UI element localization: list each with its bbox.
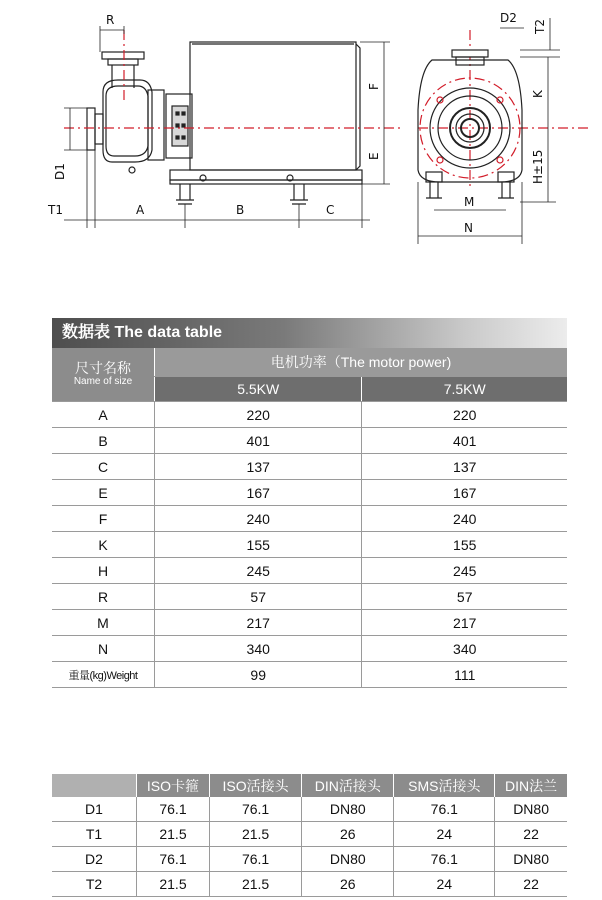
label-M: M xyxy=(464,195,475,209)
row-value-1: 99 xyxy=(155,662,362,688)
row-value-1: 217 xyxy=(155,610,362,636)
table-row xyxy=(52,797,567,822)
row-value-1: 340 xyxy=(155,636,362,662)
cell: 21.5 xyxy=(209,822,301,847)
table-row xyxy=(52,506,567,532)
row-name: D1 xyxy=(52,797,137,822)
row-value-2: 155 xyxy=(362,532,567,558)
table-row xyxy=(52,872,567,897)
label-D1: D1 xyxy=(53,163,67,180)
side-view xyxy=(87,42,362,204)
connection-header-1: ISO卡箍 xyxy=(137,774,210,797)
cell: DN80 xyxy=(302,797,394,822)
table-row xyxy=(52,610,567,636)
label-T2: T2 xyxy=(533,19,547,34)
cell: 21.5 xyxy=(137,822,210,847)
row-name: K xyxy=(52,532,155,558)
cell: 26 xyxy=(302,872,394,897)
row-name: T1 xyxy=(52,822,137,847)
power-col-2: 7.5KW xyxy=(362,377,567,402)
connection-header-blank xyxy=(52,774,137,797)
cell: 24 xyxy=(394,822,495,847)
row-name: H xyxy=(52,558,155,584)
data-table-title-en: The data table xyxy=(114,324,223,341)
row-value-2: 57 xyxy=(362,584,567,610)
cell: 21.5 xyxy=(209,872,301,897)
row-value-1: 57 xyxy=(155,584,362,610)
label-K: K xyxy=(531,90,545,98)
table-row xyxy=(52,454,567,480)
connection-header-5: DIN法兰 xyxy=(495,774,567,797)
row-value-1: 155 xyxy=(155,532,362,558)
row-value-1: 220 xyxy=(155,402,362,428)
table-row xyxy=(52,532,567,558)
cell: DN80 xyxy=(302,847,394,872)
row-value-2: 240 xyxy=(362,506,567,532)
cell: 76.1 xyxy=(137,847,210,872)
table-row xyxy=(52,847,567,872)
label-D2: D2 xyxy=(500,11,517,25)
cell: 76.1 xyxy=(394,847,495,872)
table-row xyxy=(52,428,567,454)
table-row xyxy=(52,558,567,584)
row-name: R xyxy=(52,584,155,610)
table-row xyxy=(52,822,567,847)
row-value-1: 245 xyxy=(155,558,362,584)
data-table xyxy=(52,348,567,688)
cell: 76.1 xyxy=(137,797,210,822)
row-value-2: 245 xyxy=(362,558,567,584)
row-name: 重量(kg)Weight xyxy=(52,662,155,688)
connection-table xyxy=(52,774,567,897)
name-of-size-en: Name of size xyxy=(73,375,133,387)
cell: 22 xyxy=(495,872,567,897)
row-value-1: 240 xyxy=(155,506,362,532)
cell: 24 xyxy=(394,872,495,897)
motor-power-header: 电机功率（The motor power) xyxy=(155,348,568,377)
row-name: T2 xyxy=(52,872,137,897)
data-table-title-cn: 数据表 xyxy=(62,324,111,341)
row-name: A xyxy=(52,402,155,428)
table-row xyxy=(52,402,567,428)
cell: DN80 xyxy=(495,797,567,822)
cell: DN80 xyxy=(495,847,567,872)
power-col-1: 5.5KW xyxy=(155,377,362,402)
cell: 21.5 xyxy=(137,872,210,897)
row-value-1: 167 xyxy=(155,480,362,506)
row-value-2: 111 xyxy=(362,662,567,688)
label-A: A xyxy=(136,203,145,217)
label-F: F xyxy=(367,83,381,90)
connection-header-3: DIN活接头 xyxy=(302,774,394,797)
connection-header-4: SMS活接头 xyxy=(394,774,495,797)
label-B: B xyxy=(236,203,245,217)
pump-dimension-drawing xyxy=(0,0,602,300)
row-name: E xyxy=(52,480,155,506)
cell: 76.1 xyxy=(394,797,495,822)
row-name: F xyxy=(52,506,155,532)
label-H: H±15 xyxy=(531,149,545,184)
row-value-1: 401 xyxy=(155,428,362,454)
cell: 76.1 xyxy=(209,847,301,872)
row-value-2: 340 xyxy=(362,636,567,662)
table-row xyxy=(52,636,567,662)
row-name: M xyxy=(52,610,155,636)
name-of-size-header xyxy=(52,348,155,402)
row-value-1: 137 xyxy=(155,454,362,480)
label-T1: T1 xyxy=(48,203,63,217)
row-value-2: 137 xyxy=(362,454,567,480)
row-name: B xyxy=(52,428,155,454)
label-C: C xyxy=(326,203,335,217)
cell: 22 xyxy=(495,822,567,847)
label-E: E xyxy=(367,152,381,160)
data-table-title xyxy=(52,318,567,348)
label-N: N xyxy=(464,221,473,235)
table-row xyxy=(52,584,567,610)
row-value-2: 217 xyxy=(362,610,567,636)
row-value-2: 401 xyxy=(362,428,567,454)
connection-header-2: ISO活接头 xyxy=(209,774,301,797)
row-value-2: 167 xyxy=(362,480,567,506)
table-row xyxy=(52,662,567,688)
name-of-size-cn: 尺寸名称 xyxy=(75,359,131,376)
row-name: D2 xyxy=(52,847,137,872)
row-value-2: 220 xyxy=(362,402,567,428)
label-R: R xyxy=(106,13,115,27)
cell: 76.1 xyxy=(209,797,301,822)
row-name: N xyxy=(52,636,155,662)
row-name: C xyxy=(52,454,155,480)
cell: 26 xyxy=(302,822,394,847)
table-row xyxy=(52,480,567,506)
